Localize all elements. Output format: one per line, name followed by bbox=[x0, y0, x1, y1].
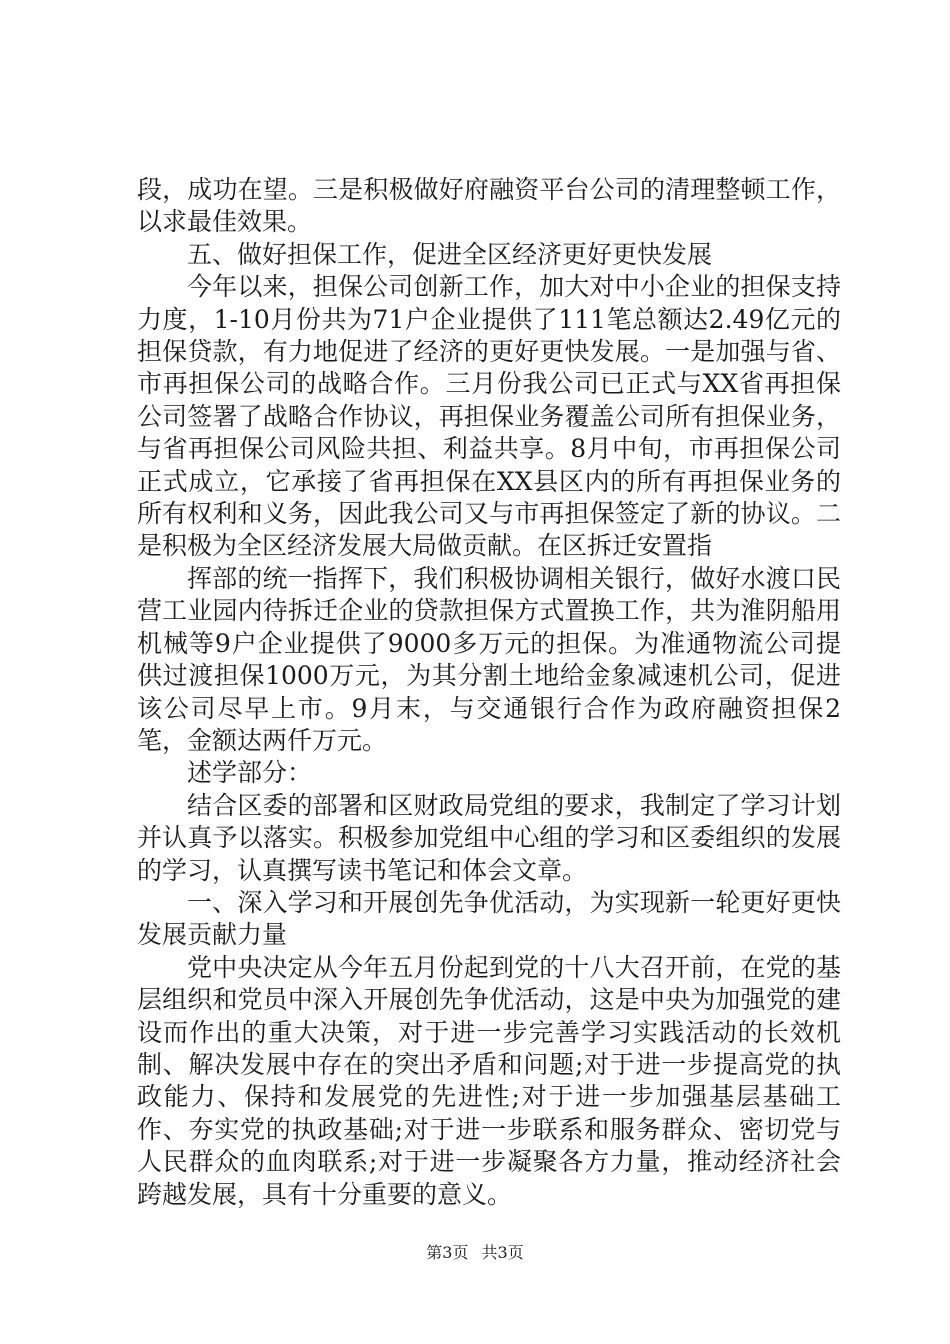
section-heading-excellence: 一、深入学习和开展创先争优活动，为实现新一轮更好更快发展贡献力量 bbox=[137, 887, 841, 950]
section-heading-guarantee: 五、做好担保工作，促进全区经济更好更快发展 bbox=[187, 239, 713, 269]
page-total: 共3页 bbox=[481, 1243, 524, 1262]
page-number: 第3页 bbox=[426, 1243, 469, 1262]
document-body bbox=[137, 174, 841, 1211]
paragraph-1: 段，成功在望。三是积极做好府融资平台公司的清理整顿工作，以求最佳效果。 bbox=[137, 175, 841, 237]
paragraph-study-plan: 结合区委的部署和区财政局党组的要求，我制定了学习计划并认真予以落实。积极参加党组中心组的学习和区委组织的发展的学习，认真撰写读书笔记和体会文章。 bbox=[137, 790, 841, 885]
page-footer bbox=[0, 1243, 950, 1263]
paragraph-relocation: 挥部的统一指挥下，我们积极协调相关银行，做好水渡口民营工业园内待拆迁企业的贷款担保方式置换工作，共为淮阴船用机械等9户企业提供了9000多万元的担保。为准通物流公司提供过渡担保1000万元，为其分割土地给金象减速机公司，促进该公司尽早上市。9月末，与交通银行合作为政府融资担保2笔，金额达两仟万元。 bbox=[137, 563, 841, 755]
paragraph-excellence-activity: 党中央决定从今年五月份起到党的十八大召开前，在党的基层组织和党员中深入开展创先争优活动，这是中央为加强党的建设而作出的重大决策，对于进一步完善学习实践活动的长效机制、解决发展中存在的突出矛盾和问题;对于进一步提高党的执政能力、保持和发展党的先进性;对于进一步加强基层基础工作、夯实党的执政基础;对于进一步联系和服务群众、密切党与人民群众的血肉联系;对于进一步凝聚各方力量，推动经济社会跨越发展，具有十分重要的意义。 bbox=[137, 952, 841, 1209]
section-heading-study: 述学部分： bbox=[187, 758, 313, 788]
paragraph-guarantee-work: 今年以来，担保公司创新工作，加大对中小企业的担保支持力度，1-10月份共为71户企业提供了111笔总额达2.49亿元的担保贷款，有力地促进了经济的更好更快发展。一是加强与省、市再担保公司的战略合作。三月份我公司已正式与XX省再担保公司签署了战略合作协议，再担保业务覆盖公司所有担保业务，与省再担保公司风险共担、利益共享。8月中旬，市再担保公司正式成立，它承接了省再担保在XX县区内的所有再担保业务的所有权利和义务，因此我公司又与市再担保签定了新的协议。二是积极为全区经济发展大局做贡献。在区拆迁安置指 bbox=[137, 272, 841, 561]
